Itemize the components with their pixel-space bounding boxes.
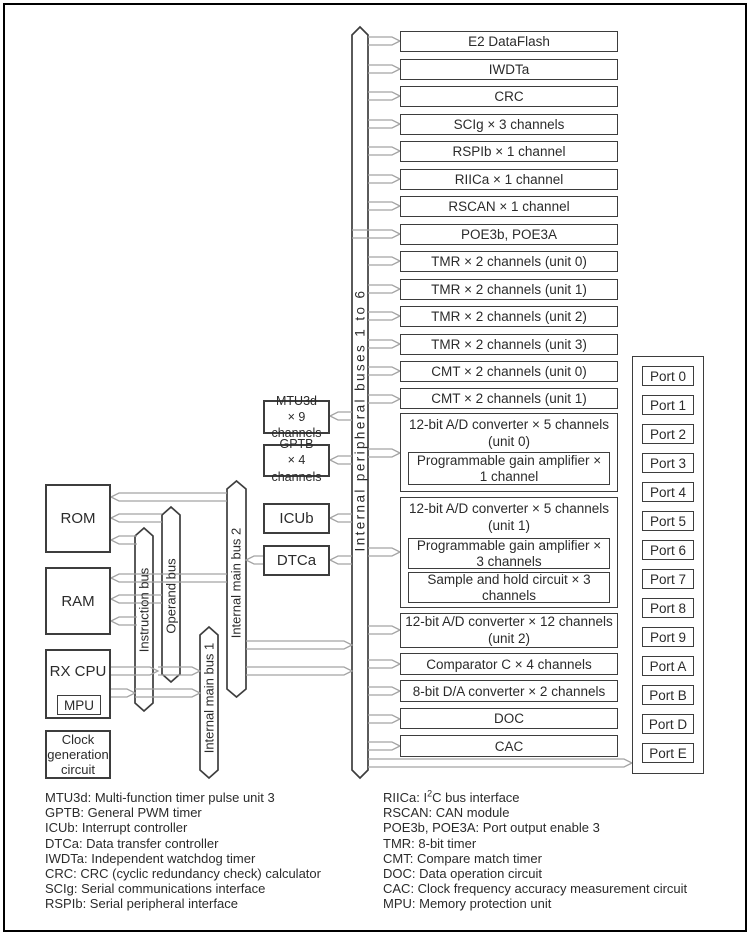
peripheral-tmr-unit3: TMR × 2 channels (unit 3) [400,334,618,355]
connector-arrow [368,65,400,73]
superscript-2: 2 [427,788,433,799]
instruction-bus-label: Instruction bus [136,567,152,653]
adc-unit1-unit: (unit 1) [487,517,531,533]
connector-arrow [368,759,632,767]
legend-item: DTCa: Data transfer controller [45,835,219,851]
adc-unit2-box [400,613,618,648]
legend-right-column [383,790,687,912]
legend-item: CMT: Compare match timer [383,850,542,866]
connector-arrow [368,687,400,695]
pga-unit1-box: Programmable gain amplifier × 3 channels [408,538,610,569]
legend-item: CAC: Clock frequency accuracy measurement circuit [383,881,688,897]
legend-item: CRC: CRC (cyclic redundancy check) calculator [45,866,321,882]
connector-arrow [368,257,400,265]
gptb-sub: × 4 channels [271,453,322,484]
adc-unit0-title: 12-bit A/D converter × 5 channels [409,417,609,432]
rx-cpu-box [45,649,111,719]
peripheral-tmr-unit1: TMR × 2 channels (unit 1) [400,279,618,300]
legend-item: MTU3d: Multi-function timer pulse unit 3 [45,790,275,805]
connector-arrow [111,689,135,697]
adc-unit1-box [400,497,618,608]
legend-item: SCIg: Serial communications interface [45,881,266,897]
peripheral-tmr-unit0: TMR × 2 channels (unit 0) [400,251,618,272]
rom-box: ROM [45,484,111,553]
connector-arrow [368,395,400,403]
icub-box: ICUb [263,503,330,534]
doc-box: DOC [400,708,618,729]
port-9: Port 9 [642,627,694,647]
connector-arrow [368,449,400,457]
peripheral-poe3: POE3b, POE3A [400,224,618,245]
port-0: Port 0 [642,366,694,386]
port-e: Port E [642,743,694,763]
connector-arrow [368,120,400,128]
port-6: Port 6 [642,540,694,560]
dac-box: 8-bit D/A converter × 2 channels [400,680,618,702]
connector-arrow [368,660,400,668]
legend-item: RSPIb: Serial peripheral interface [45,896,238,912]
connector-arrow [330,514,352,522]
peripheral-scig: SCIg × 3 channels [400,114,618,135]
port-5: Port 5 [642,511,694,531]
mtu3d-title: MTU3d [276,393,317,408]
mtu3d-box [263,393,330,441]
adc-unit2-unit: (unit 2) [487,630,531,646]
connector-arrow [368,175,400,183]
peripheral-crc: CRC [400,86,618,107]
legend-item: RSCAN: CAN module [383,805,510,821]
gptb-box [263,437,330,484]
legend-item: ICUb: Interrupt controller [45,820,188,836]
adc-unit1-title: 12-bit A/D converter × 5 channels [409,501,609,516]
port-a: Port A [642,656,694,676]
port-3: Port 3 [642,453,694,473]
connector-arrow [368,147,400,155]
comparator-box: Comparator C × 4 channels [400,653,618,675]
connector-arrow [368,742,400,750]
dtca-box: DTCa [263,545,330,576]
port-1: Port 1 [642,395,694,415]
connector-arrow [368,367,400,375]
sample-hold-box: Sample and hold circuit × 3 channels [408,572,610,603]
legend-item: MPU: Memory protection unit [383,896,552,912]
peripheral-cmt-unit1: CMT × 2 channels (unit 1) [400,388,618,409]
ram-box: RAM [45,567,111,635]
mpu-box: MPU [57,695,101,715]
port-2: Port 2 [642,424,694,444]
port-b: Port B [642,685,694,705]
gptb-title: GPTB [279,437,314,452]
pga-unit0-box: Programmable gain amplifier × 1 channel [408,452,610,485]
legend-item: DOC: Data operation circuit [383,866,542,882]
connector-arrow [111,514,162,522]
internal-main-bus2-label: Internal main bus 2 [228,527,244,639]
connector-arrow [368,285,400,293]
port-4: Port 4 [642,482,694,502]
peripheral-e2-dataflash: E2 DataFlash [400,31,618,52]
port-container [632,356,704,774]
connector-arrow [368,548,400,556]
port-d: Port D [642,714,694,734]
connector-arrow [330,412,352,420]
connector-arrow [368,312,400,320]
peripheral-tmr-unit2: TMR × 2 channels (unit 2) [400,306,618,327]
connector-arrow [111,493,227,501]
connector-arrow [368,202,400,210]
connector-arrow [368,715,400,723]
clock-generation-box: Clock generation circuit [45,730,111,779]
legend-item: GPTB: General PWM timer [45,805,202,821]
connector-arrow [246,556,263,564]
legend-item: POE3b, POE3A: Port output enable 3 [383,820,600,836]
peripheral-cmt-unit0: CMT × 2 channels (unit 0) [400,361,618,382]
connector-arrow [111,617,137,625]
legend-left-column [45,790,321,912]
internal-main-bus1-label: Internal main bus 1 [201,642,217,754]
connector-arrow [330,556,352,564]
port-8: Port 8 [642,598,694,618]
adc-unit0-box [400,413,618,492]
mtu3d-sub: × 9 channels [271,409,322,441]
connector-arrow [368,340,400,348]
connector-arrow [368,92,400,100]
cac-box: CAC [400,735,618,757]
connector-arrow [330,456,352,464]
connector-arrow [246,641,352,649]
adc-unit2-title: 12-bit A/D converter × 12 channels [405,613,613,629]
operand-bus-label: Operand bus [163,558,179,634]
peripheral-riica: RIICa × 1 channel [400,169,618,190]
port-7: Port 7 [642,569,694,589]
connector-arrow [368,626,400,634]
connector-arrow [368,37,400,45]
peripheral-iwdta: IWDTa [400,59,618,80]
adc-unit0-unit: (unit 0) [487,433,531,449]
connector-arrow [111,536,137,544]
legend-item: TMR: 8-bit timer [383,835,477,851]
legend-item-riica: RIICa: $I^2C$ bus interface [383,788,520,805]
peripheral-rscan: RSCAN × 1 channel [400,196,618,217]
connector-arrow [246,667,352,675]
rx-cpu-label: RX CPU [49,663,107,680]
internal-peripheral-bus-label: Internal peripheral buses 1 to 6 [352,288,368,552]
legend-item: IWDTa: Independent watchdog timer [45,850,256,866]
peripheral-rspib: RSPIb × 1 channel [400,141,618,162]
